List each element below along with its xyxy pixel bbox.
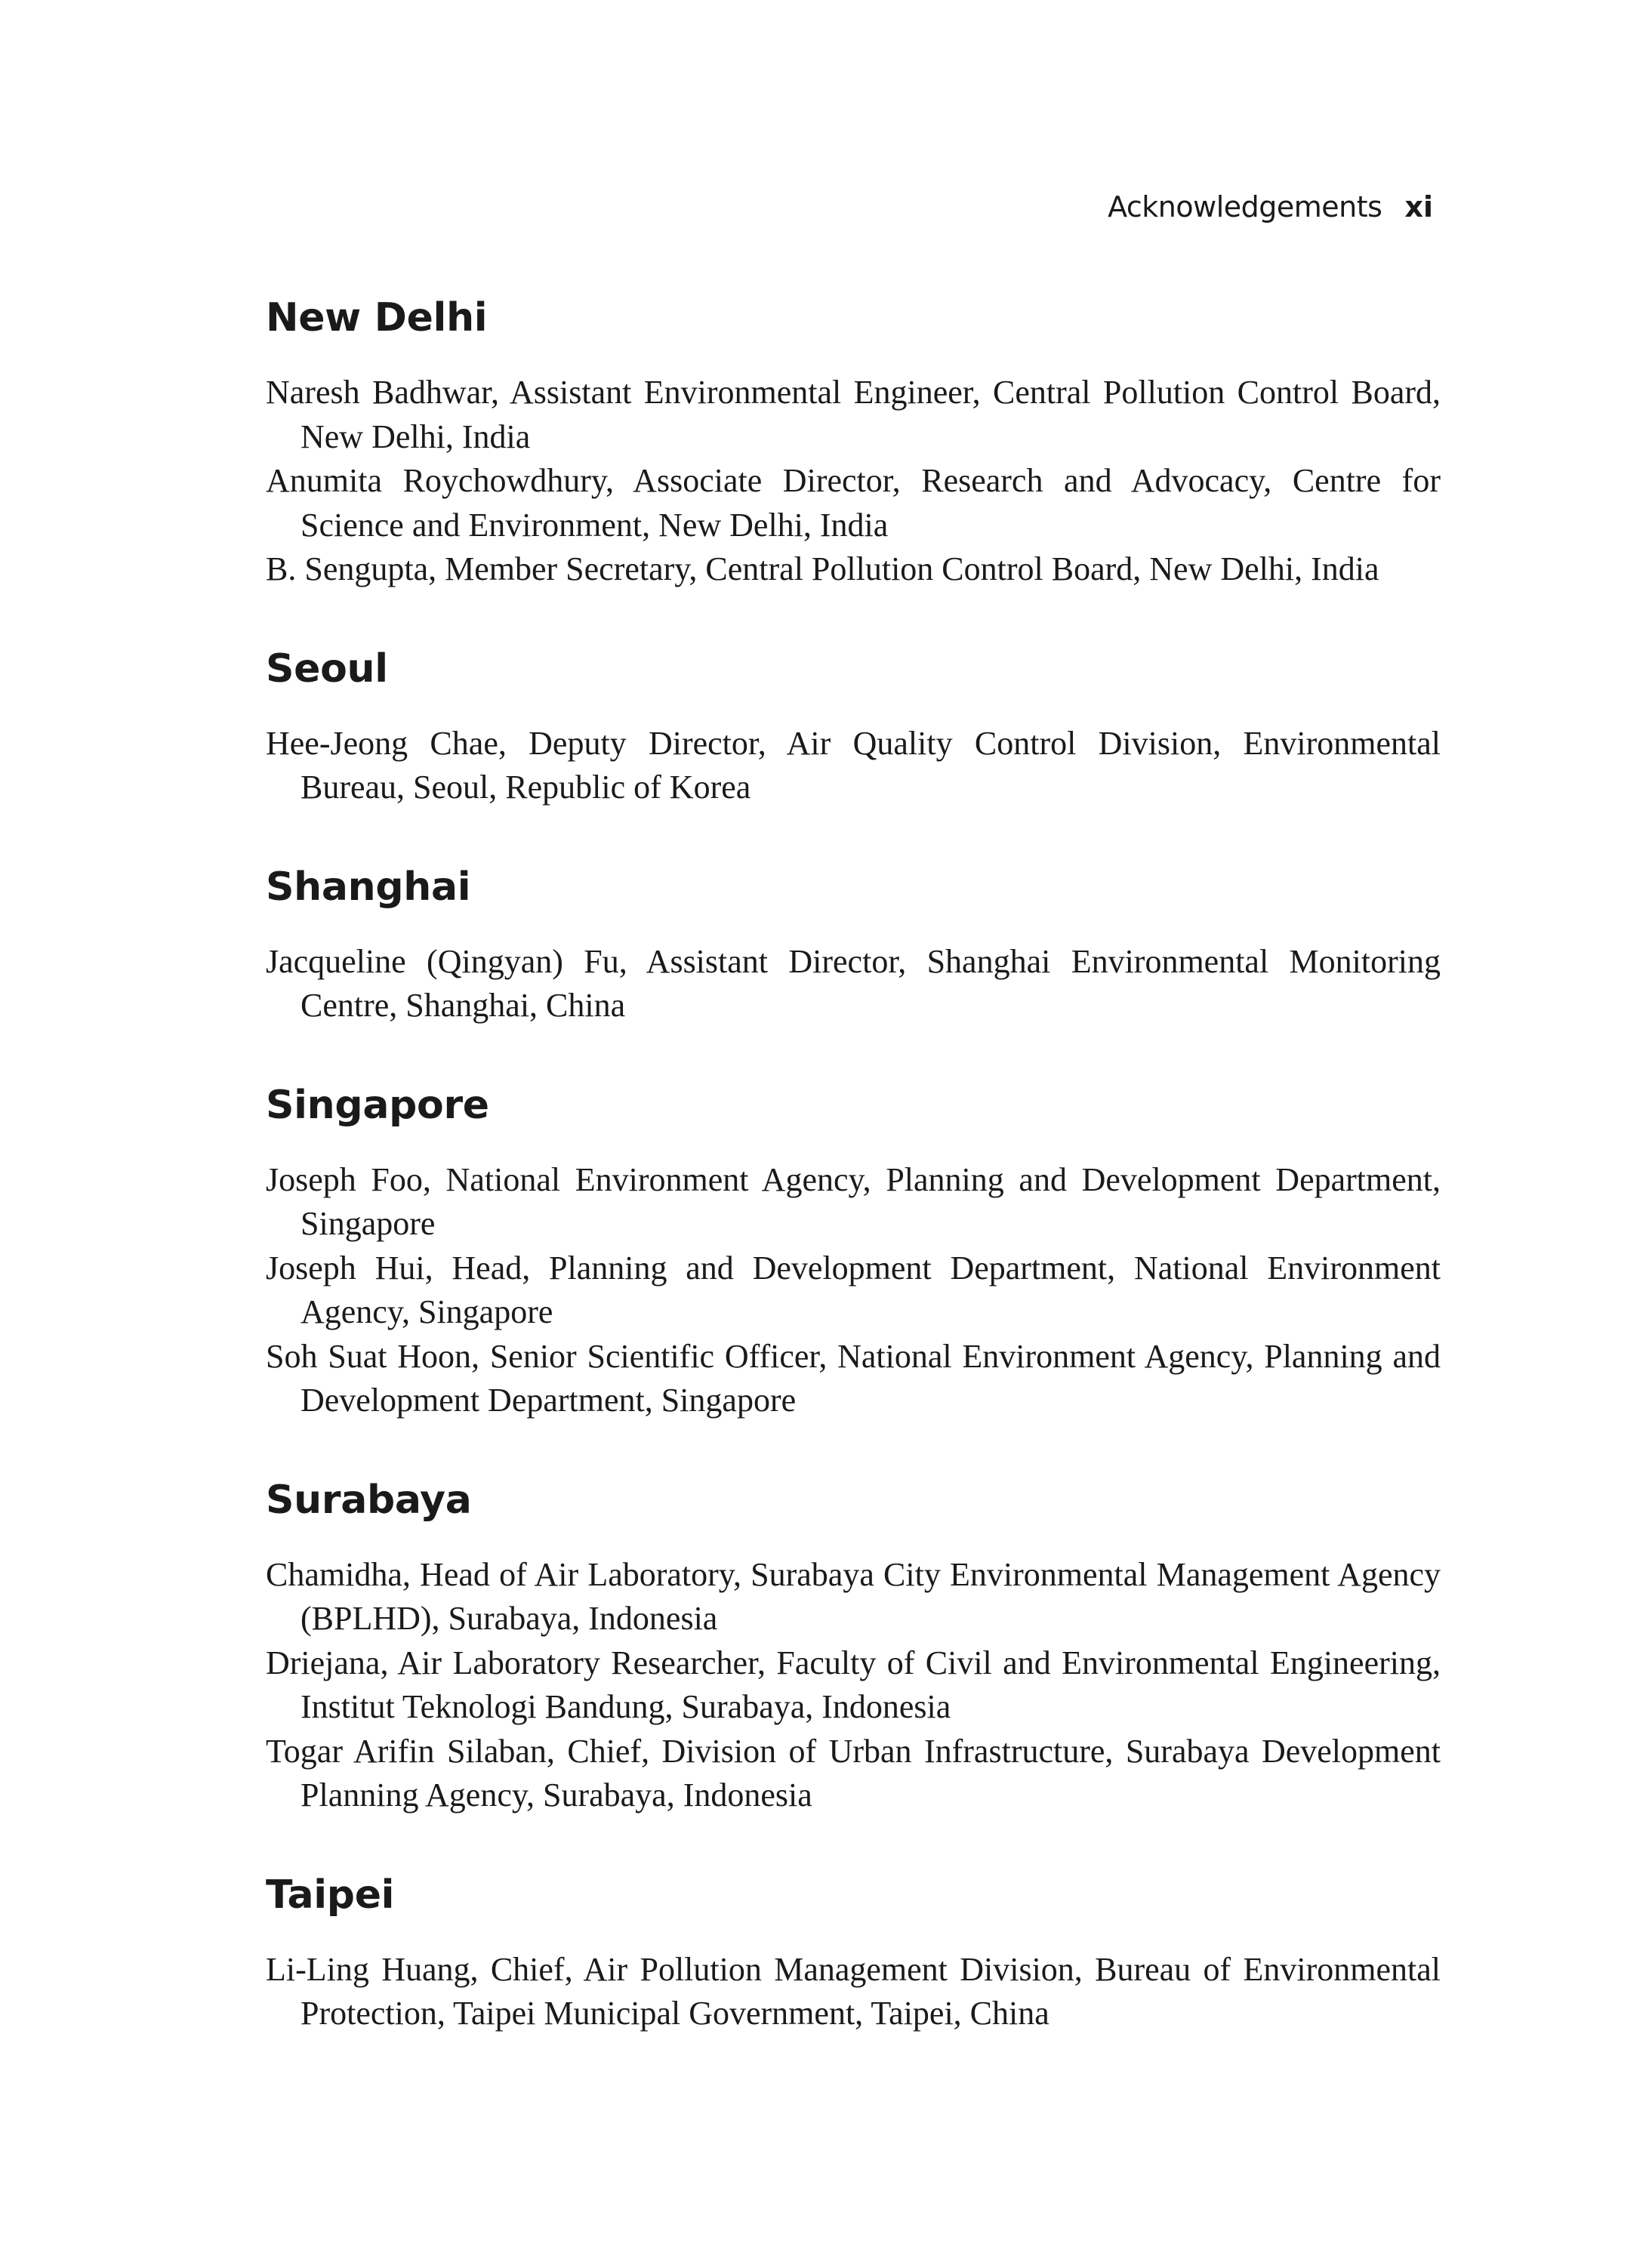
section-singapore bbox=[266, 1078, 1441, 1423]
section-heading: Surabaya bbox=[266, 1477, 472, 1523]
acknowledgement-entry: Jacqueline (Qingyan) Fu, Assistant Director, Shanghai Environmental Monitoring Centre, Shanghai, China bbox=[266, 942, 1441, 1024]
section-seoul bbox=[266, 642, 1441, 810]
acknowledgement-entry: B. Sengupta, Member Secretary, Central Pollution Control Board, New Delhi, India bbox=[266, 550, 1379, 587]
running-head bbox=[1108, 187, 1433, 226]
section-heading: New Delhi bbox=[266, 295, 488, 341]
acknowledgement-entry: Togar Arifin Silaban, Chief, Division of Urban Infrastructure, Surabaya Development Planning Agency, Surabaya, Indonesia bbox=[266, 1732, 1441, 1813]
acknowledgement-entry: Joseph Foo, National Environment Agency, Planning and Development Department, Singapore bbox=[266, 1160, 1441, 1242]
section-taipei bbox=[266, 1868, 1441, 2036]
section-new-delhi bbox=[266, 291, 1441, 592]
section-surabaya bbox=[266, 1473, 1441, 1818]
acknowledgement-entry: Soh Suat Hoon, Senior Scientific Officer, National Environment Agency, Planning and Development Department, Singapore bbox=[266, 1337, 1441, 1419]
section-heading: Taipei bbox=[266, 1872, 395, 1918]
acknowledgement-entry: Naresh Badhwar, Assistant Environmental Engineer, Central Pollution Control Board, New Delhi, India bbox=[266, 374, 1441, 455]
acknowledgement-entry: Li-Ling Huang, Chief, Air Pollution Management Division, Bureau of Environmental Protection, Taipei Municipal Government, Taipei, China bbox=[266, 1950, 1441, 2032]
acknowledgement-entry: Driejana, Air Laboratory Researcher, Faculty of Civil and Environmental Engineering, Institut Teknologi Bandung, Surabaya, Indonesia bbox=[266, 1644, 1441, 1725]
running-head-title: Acknowledgements bbox=[1108, 190, 1382, 223]
section-heading: Singapore bbox=[266, 1082, 489, 1128]
acknowledgement-entry: Hee-Jeong Chae, Deputy Director, Air Quality Control Division, Environmental Bureau, Seoul, Republic of Korea bbox=[266, 724, 1441, 806]
acknowledgement-entry: Joseph Hui, Head, Planning and Development Department, National Environment Agency, Singapore bbox=[266, 1249, 1441, 1330]
page-number: xi bbox=[1404, 190, 1433, 223]
acknowledgement-entry: Chamidha, Head of Air Laboratory, Surabaya City Environmental Management Agency (BPLHD), Surabaya, Indonesia bbox=[266, 1555, 1441, 1637]
acknowledgement-entry: Anumita Roychowdhury, Associate Director, Research and Advocacy, Centre for Science and Environment, New Delhi, India bbox=[266, 462, 1441, 544]
acknowledgements-list bbox=[266, 291, 1441, 2086]
section-shanghai bbox=[266, 860, 1441, 1028]
section-heading: Shanghai bbox=[266, 864, 471, 910]
section-heading: Seoul bbox=[266, 646, 388, 692]
